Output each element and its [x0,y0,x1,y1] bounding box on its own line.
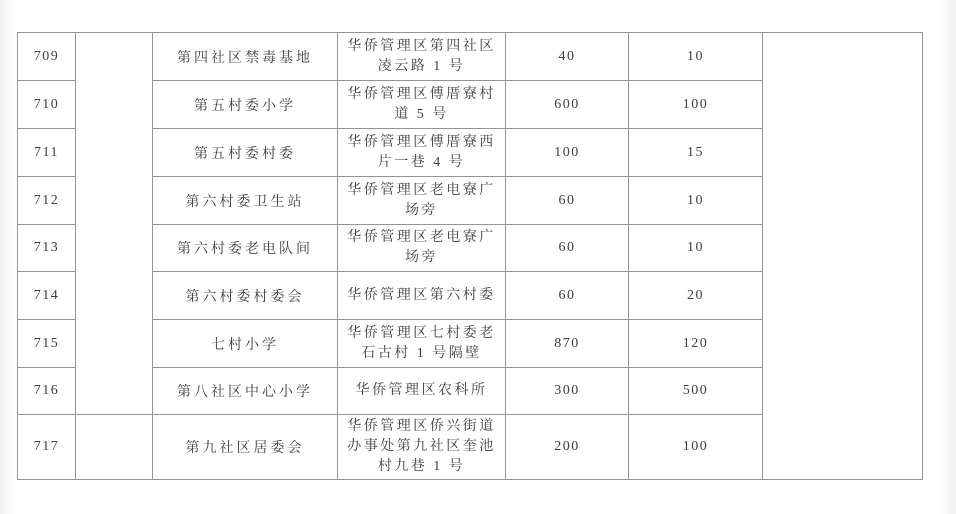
site-name-cell: 第九社区居委会 [153,415,338,480]
row-number-cell: 710 [18,81,76,129]
address-cell: 华侨管理区第六村委 [338,272,506,320]
site-name-cell: 第八社区中心小学 [153,368,338,415]
address-cell: 华侨管理区七村委老石古村 1 号隔壁 [338,320,506,368]
row-number-cell: 709 [18,33,76,81]
row-number-cell: 717 [18,415,76,480]
value2-cell: 120 [629,320,763,368]
address-cell: 华侨管理区侨兴街道办事处第九社区奎池村九巷 1 号 [338,415,506,480]
site-name-cell: 第五村委村委 [153,129,338,177]
value2-cell: 10 [629,33,763,81]
row-number-cell: 714 [18,272,76,320]
value1-cell: 600 [506,81,629,129]
group-cell [76,33,153,415]
value1-cell: 60 [506,225,629,272]
address-cell: 华侨管理区农科所 [338,368,506,415]
value1-cell: 870 [506,320,629,368]
value2-cell: 500 [629,368,763,415]
site-name-cell: 七村小学 [153,320,338,368]
value2-cell: 100 [629,415,763,480]
facilities-table [17,32,923,480]
value2-cell: 10 [629,177,763,225]
site-name-cell: 第六村委卫生站 [153,177,338,225]
address-cell: 华侨管理区老电寮广场旁 [338,177,506,225]
site-name-cell: 第四社区禁毒基地 [153,33,338,81]
value2-cell: 20 [629,272,763,320]
row-number-cell: 712 [18,177,76,225]
value1-cell: 60 [506,177,629,225]
value2-cell: 10 [629,225,763,272]
site-name-cell: 第五村委小学 [153,81,338,129]
value1-cell: 100 [506,129,629,177]
row-number-cell: 711 [18,129,76,177]
address-cell: 华侨管理区傅厝寮村道 5 号 [338,81,506,129]
row-number-cell: 716 [18,368,76,415]
value1-cell: 300 [506,368,629,415]
row-number-cell: 715 [18,320,76,368]
value1-cell: 200 [506,415,629,480]
address-cell: 华侨管理区老电寮广场旁 [338,225,506,272]
value2-cell: 15 [629,129,763,177]
site-name-cell: 第六村委老电队间 [153,225,338,272]
address-cell: 华侨管理区第四社区凌云路 1 号 [338,33,506,81]
row-number-cell: 713 [18,225,76,272]
value1-cell: 40 [506,33,629,81]
address-cell: 华侨管理区傅厝寮西片一巷 4 号 [338,129,506,177]
table-row [18,33,923,81]
value2-cell: 100 [629,81,763,129]
value1-cell: 60 [506,272,629,320]
group-cell [76,415,153,480]
site-name-cell: 第六村委村委会 [153,272,338,320]
note-cell [763,33,923,480]
